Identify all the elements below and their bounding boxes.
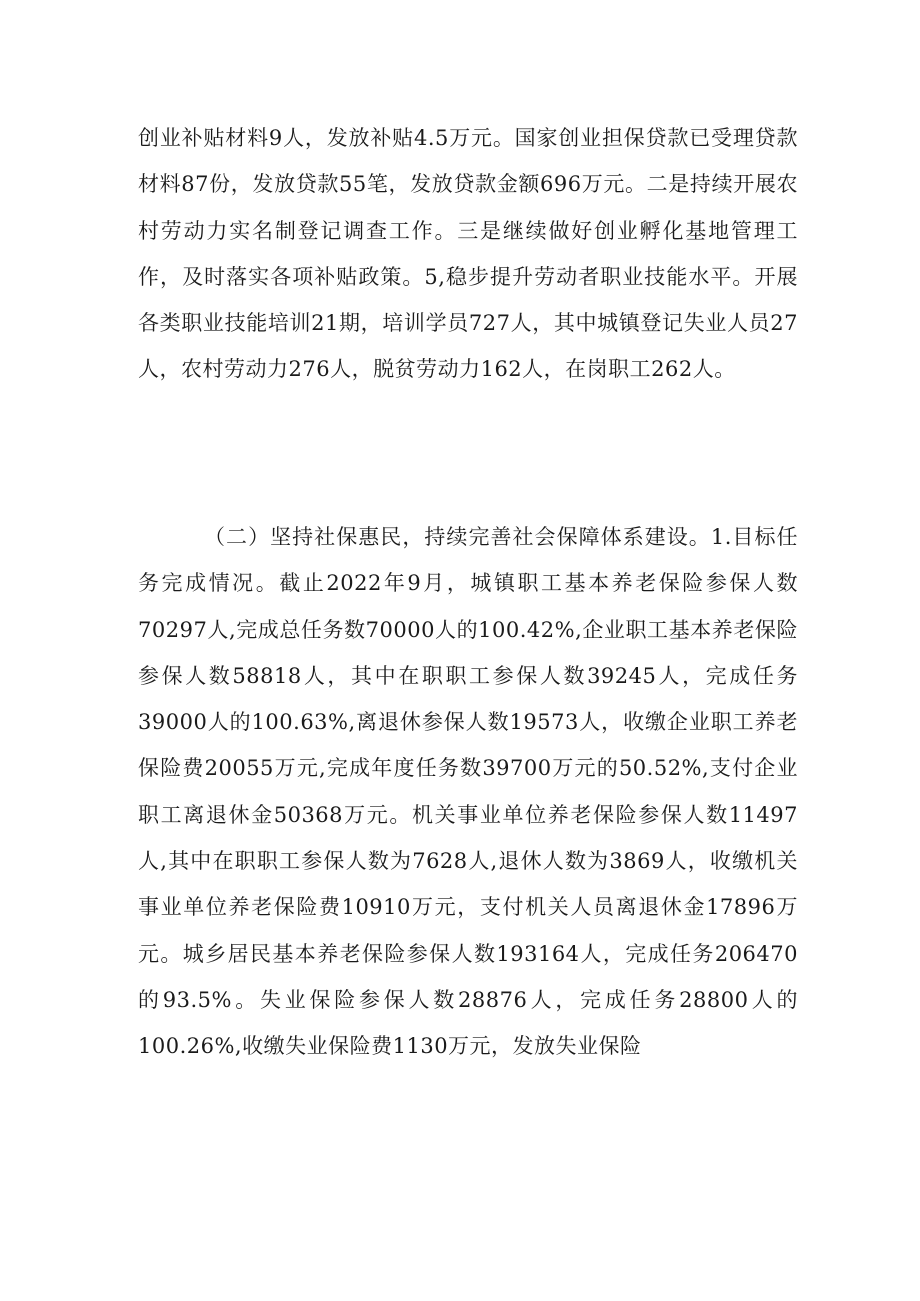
paragraph-social-security: （二）坚持社保惠民，持续完善社会保障体系建设。1.目标任务完成情况。截止2022年9月，城镇职工基本养老保险参保人数70297人,完成总任务数70000人的100.42%,企业职工基本养老保险参保人数58818人，其中在职职工参保人数39245人，完成任务39000人的100.63%,离退休参保人数19573人，收缴企业职工养老保险费20055万元,完成年度任务数39700万元的50.52%,支付企业职工离退休金50368万元。机关事业单位养老保险参保人数11497人,其中在职职工参保人数为7628人,退休人数为3869人，收缴机关事业单位养老保险费10910万元，支付机关人员离退休金17896万元。城乡居民基本养老保险参保人数193164人，完成任务206470的93.5%。失业保险参保人数28876人，完成任务28800人的100.26%,收缴失业保险费1130万元，发放失业保险 [138, 525, 798, 1059]
paragraph-employment-support: 创业补贴材料9人，发放补贴4.5万元。国家创业担保贷款已受理贷款材料87份，发放贷款55笔，发放贷款金额696万元。二是持续开展农村劳动力实名制登记调查工作。三是继续做好创业孵化基地管理工作，及时落实各项补贴政策。5,稳步提升劳动者职业技能水平。开展各类职业技能培训21期，培训学员727人，其中城镇登记失业人员27人，农村劳动力276人，脱贫劳动力162人，在岗职工262人。 [138, 126, 798, 382]
